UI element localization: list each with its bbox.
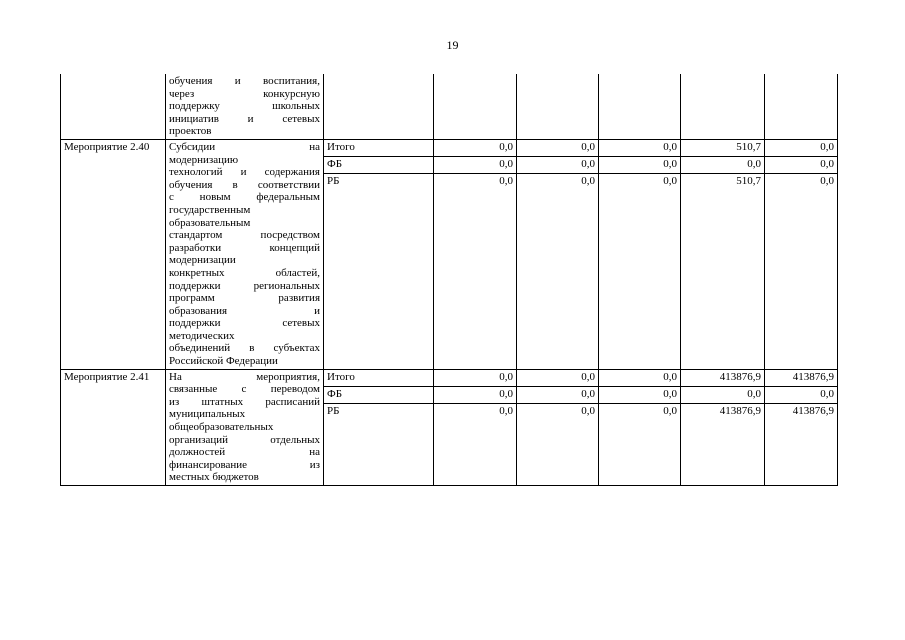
description-line: конкретных областей, — [169, 266, 320, 279]
value-cell: 0,0 — [434, 403, 517, 485]
source-label: РБ — [324, 403, 434, 485]
value-cell: 0,0 — [517, 403, 599, 485]
table-row — [61, 369, 838, 386]
description-line: финансирование из — [169, 458, 320, 471]
value-cell — [765, 74, 838, 139]
description-line: образовательным — [169, 216, 251, 229]
value-cell: 0,0 — [517, 369, 599, 386]
value-cell: 0,0 — [434, 156, 517, 173]
description-line: поддержку школьных — [169, 100, 320, 113]
description-line: На мероприятия, — [169, 370, 320, 383]
source-label: Итого — [324, 369, 434, 386]
description-line: методических — [169, 329, 235, 342]
code-cell: Мероприятие 2.40 — [61, 139, 166, 369]
description-line: организаций отдельных — [169, 433, 320, 446]
value-cell: 0,0 — [434, 139, 517, 156]
description-line: поддержки сетевых — [169, 317, 320, 330]
description-line: Российской Федерации — [169, 355, 278, 368]
value-cell: 413876,9 — [681, 403, 765, 485]
description-cell — [166, 74, 324, 139]
value-cell: 0,0 — [599, 369, 681, 386]
value-cell: 0,0 — [599, 156, 681, 173]
table-row — [61, 139, 838, 156]
description-line: модернизацию — [169, 153, 239, 166]
budget-table — [60, 74, 838, 486]
code-cell — [61, 74, 166, 139]
value-cell — [681, 74, 765, 139]
description-line: технологий и содержания — [169, 166, 320, 179]
description-text — [169, 371, 320, 484]
value-cell: 0,0 — [681, 156, 765, 173]
description-line: поддержки региональных — [169, 279, 320, 292]
value-cell: 0,0 — [599, 173, 681, 369]
value-cell: 0,0 — [681, 386, 765, 403]
value-cell: 510,7 — [681, 139, 765, 156]
description-line: из штатных расписаний — [169, 395, 320, 408]
description-line: стандартом посредством — [169, 229, 320, 242]
value-cell — [434, 74, 517, 139]
value-cell: 0,0 — [765, 156, 838, 173]
description-line: общеобразовательных — [169, 421, 274, 434]
description-line: образования и — [169, 304, 320, 317]
value-cell: 0,0 — [599, 403, 681, 485]
value-cell: 0,0 — [765, 173, 838, 369]
value-cell: 413876,9 — [765, 403, 838, 485]
description-text — [169, 141, 320, 368]
source-cell — [324, 74, 434, 139]
source-label: Итого — [324, 139, 434, 156]
description-line: программ развития — [169, 292, 320, 305]
description-line: Субсидии на — [169, 140, 320, 153]
value-cell — [599, 74, 681, 139]
source-label: ФБ — [324, 156, 434, 173]
value-cell: 0,0 — [517, 139, 599, 156]
description-line: через конкурсную — [169, 87, 320, 100]
source-label: РБ — [324, 173, 434, 369]
description-line: должностей на — [169, 446, 320, 459]
description-line: связанные с переводом — [169, 383, 320, 396]
value-cell: 0,0 — [765, 386, 838, 403]
value-cell: 413876,9 — [681, 369, 765, 386]
description-line: модернизации — [169, 254, 236, 267]
value-cell: 0,0 — [434, 173, 517, 369]
description-line: объединений в субъектах — [169, 342, 320, 355]
description-line: с новым федеральным — [169, 191, 320, 204]
value-cell: 0,0 — [517, 156, 599, 173]
continuation-row — [61, 74, 838, 139]
description-line: разработки концепций — [169, 241, 320, 254]
value-cell: 0,0 — [599, 386, 681, 403]
value-cell: 0,0 — [434, 369, 517, 386]
page-number: 19 — [446, 38, 459, 52]
description-line: инициатив и сетевых — [169, 112, 320, 125]
value-cell — [517, 74, 599, 139]
description-text — [169, 75, 320, 138]
description-line: государственным — [169, 203, 251, 216]
description-cell — [166, 369, 324, 485]
value-cell: 413876,9 — [765, 369, 838, 386]
value-cell: 510,7 — [681, 173, 765, 369]
source-label: ФБ — [324, 386, 434, 403]
description-line: обучения в соответствии — [169, 178, 320, 191]
code-cell: Мероприятие 2.41 — [61, 369, 166, 485]
value-cell: 0,0 — [434, 386, 517, 403]
description-cell — [166, 139, 324, 369]
description-line: местных бюджетов — [169, 471, 259, 484]
description-line: проектов — [169, 125, 212, 138]
value-cell: 0,0 — [765, 139, 838, 156]
description-line: муниципальных — [169, 408, 246, 421]
description-line: обучения и воспитания, — [169, 75, 320, 87]
value-cell: 0,0 — [599, 139, 681, 156]
value-cell: 0,0 — [517, 173, 599, 369]
value-cell: 0,0 — [517, 386, 599, 403]
